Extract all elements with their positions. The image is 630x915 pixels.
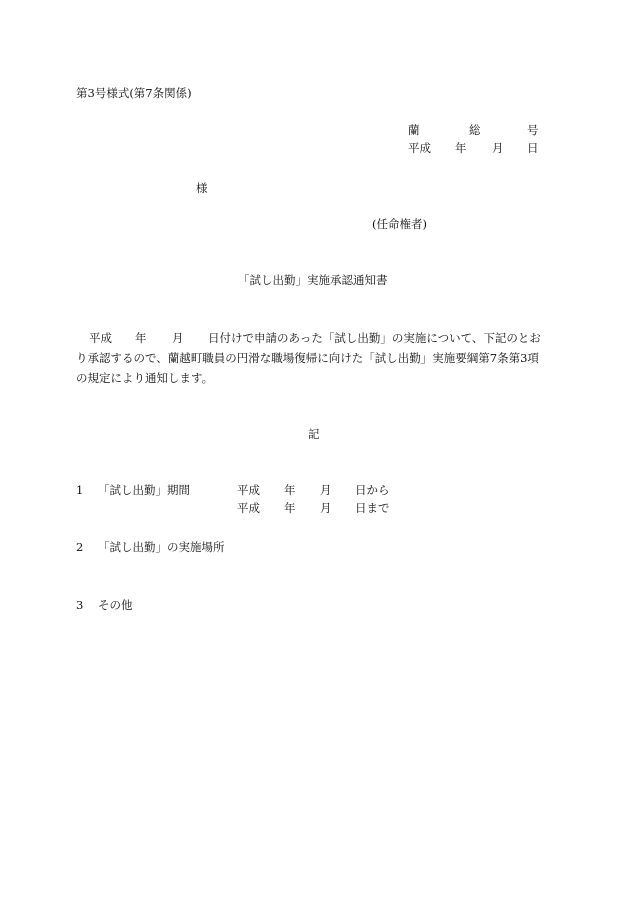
doc-date-month: 月	[492, 141, 504, 155]
doc-date-day: 日	[527, 141, 539, 155]
item-1-from-era: 平成	[237, 483, 260, 497]
addressee-suffix: 様	[196, 181, 208, 195]
body-line-1-year: 年	[135, 331, 147, 345]
doc-number-dept: 総	[469, 123, 481, 137]
appointer-label: (任命権者)	[372, 217, 427, 231]
item-1-from-month: 月	[320, 483, 332, 497]
item-2-label: 「試し出勤」の実施場所	[98, 540, 225, 554]
item-1-to-era: 平成	[237, 501, 260, 515]
item-3-label: その他	[98, 598, 133, 612]
item-1-from-day: 日から	[355, 483, 390, 497]
body-line-1-era: 平成	[89, 331, 112, 345]
body-line-1-month: 月	[172, 331, 184, 345]
doc-date-era: 平成	[408, 141, 431, 155]
body-line-1-rest: 日付けで申請のあった「試し出勤」の実施について、下記のとお	[208, 331, 541, 345]
item-1-to-month: 月	[320, 501, 332, 515]
item-1-to-day: 日まで	[355, 501, 390, 515]
item-1-to-year: 年	[284, 501, 296, 515]
item-1-from-year: 年	[284, 483, 296, 497]
doc-date-year: 年	[455, 141, 467, 155]
body-line-3: の規定により通知します。	[76, 371, 214, 385]
form-label: 第3号様式(第7条関係)	[76, 86, 192, 100]
document-title: 「試し出勤」実施承認通知書	[238, 273, 388, 287]
doc-number-suffix: 号	[527, 123, 539, 137]
item-3-number: 3	[76, 598, 84, 612]
item-2-number: 2	[76, 540, 84, 554]
item-1-number: 1	[76, 483, 84, 497]
doc-number-office: 蘭	[408, 123, 420, 137]
ki-marker: 記	[308, 427, 320, 441]
item-1-label: 「試し出勤」期間	[98, 483, 190, 497]
body-line-2: り承認するので、蘭越町職員の円滑な職場復帰に向けた「試し出勤」実施要綱第7条第3項	[76, 351, 539, 365]
